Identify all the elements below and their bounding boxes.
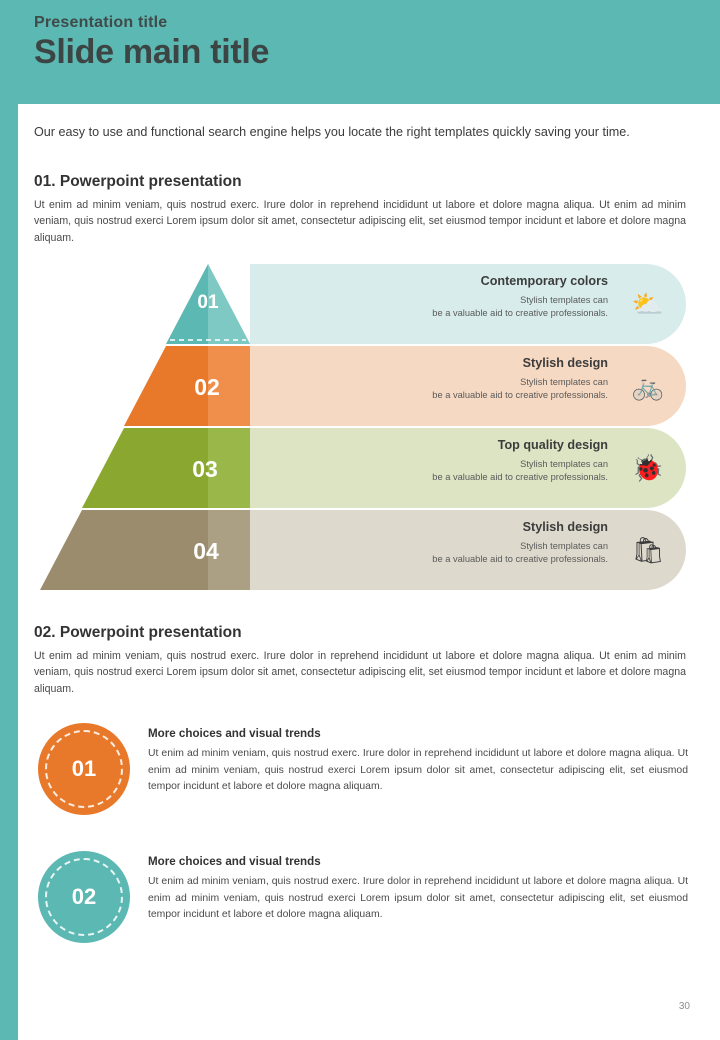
pyramid-tier-1-number: 01 <box>197 291 219 313</box>
pyramid-band-4-line2: be a valuable aid to creative professionals. <box>432 554 608 565</box>
section-body-1: Ut enim ad minim veniam, quis nostrud exerc. Irure dolor in reprehend incididunt ut labore et dolore magna aliqua. Ut enim ad minim veniam, quis nostrud exerci Lorem ipsum dolor sit amet, consectetur adipiscing elit, set eiusmod tempor incidunt et labore et dolore magna aliquam. <box>34 198 686 244</box>
dashed-ring <box>45 730 123 808</box>
list-item-body-2: Ut enim ad minim veniam, quis nostrud exerc. Irure dolor in reprehend incididunt ut labore et dolore magna aliqua. Ut enim ad minim veniam, quis nostrud exerci Lorem ipsum dolor sit amet, consectetur adipiscing elit, set eiusmod tempor incidunt et labore et dolore magna aliquam. <box>148 876 688 921</box>
pyramid-band-3-title: Top quality design <box>497 437 608 452</box>
ladybug-icon: 🐞 <box>631 452 665 483</box>
pyramid-row-3 <box>0 428 720 508</box>
list-item <box>34 851 686 955</box>
circle-badge-02 <box>38 851 130 943</box>
list-item-text-1 <box>148 723 686 796</box>
pyramid-band-3 <box>250 428 686 508</box>
pyramid-band-2 <box>250 346 686 426</box>
pyramid-band-2-title: Stylish design <box>522 355 608 370</box>
pyramid-band-4-line1: Stylish templates can <box>520 540 608 551</box>
presentation-title: Presentation title <box>34 14 168 31</box>
pyramid-band-1-line2: be a valuable aid to creative professionals. <box>432 308 608 319</box>
section-body-2: Ut enim ad minim veniam, quis nostrud exerc. Irure dolor in reprehend incididunt ut labore et dolore magna aliqua. Ut enim ad minim veniam, quis nostrud exerci Lorem ipsum dolor sit amet, consectetur adipiscing elit, set eiusmod tempor incidunt et labore et dolore magna aliquam. <box>34 649 686 695</box>
circle-badge-01-number: 01 <box>71 756 97 782</box>
list-item-title-1: More choices and visual trends <box>148 727 321 741</box>
dashed-ring <box>45 858 123 936</box>
pyramid-diagram <box>0 264 720 594</box>
pyramid-tier-3-number: 03 <box>192 455 218 482</box>
list-item-title-2: More choices and visual trends <box>148 855 321 869</box>
list-item <box>34 723 686 827</box>
pyramid-tier-2-number: 02 <box>194 373 220 400</box>
shopping-bag-icon: 🛍 <box>631 534 665 565</box>
pyramid-band-1-title: Contemporary colors <box>480 273 608 288</box>
pyramid-tier-4-number: 04 <box>193 537 219 564</box>
pyramid-band-2-line2: be a valuable aid to creative professionals. <box>432 390 608 401</box>
pyramid-band-3-line1: Stylish templates can <box>520 458 608 469</box>
pyramid-band-4-title: Stylish design <box>522 519 608 534</box>
list-item-body-1: Ut enim ad minim veniam, quis nostrud exerc. Irure dolor in reprehend incididunt ut labore et dolore magna aliqua. Ut enim ad minim veniam, quis nostrud exerci Lorem ipsum dolor sit amet, consectetur adipiscing elit, set eiusmod tempor incidunt et labore et dolore magna aliquam. <box>148 748 688 793</box>
pyramid-band-3-line2: be a valuable aid to creative professionals. <box>432 472 608 483</box>
circle-badge-01 <box>38 723 130 815</box>
pyramid-band-2-line1: Stylish templates can <box>520 376 608 387</box>
slide-main-title: Slide main title <box>34 33 270 71</box>
pyramid-band-1 <box>250 264 686 344</box>
pyramid-row-1 <box>0 264 720 344</box>
pyramid-row-2 <box>0 346 720 426</box>
sun-cloud-icon: ⛅ <box>631 288 665 319</box>
section-heading-2: 02. Powerpoint presentation <box>34 623 242 641</box>
pyramid-row-4 <box>0 510 720 590</box>
pyramid-band-1-line1: Stylish templates can <box>520 294 608 305</box>
slide-header <box>0 0 720 104</box>
intro-paragraph: Our easy to use and functional search engine helps you locate the right templates quickly saving your time. <box>34 125 630 139</box>
circle-badge-02-number: 02 <box>71 884 97 910</box>
list-item-text-2 <box>148 851 686 924</box>
page-number: 30 <box>678 1001 690 1012</box>
section-heading-1: 01. Powerpoint presentation <box>34 172 242 190</box>
pyramid-band-4 <box>250 510 686 590</box>
bicycle-icon: 🚲 <box>631 370 665 401</box>
